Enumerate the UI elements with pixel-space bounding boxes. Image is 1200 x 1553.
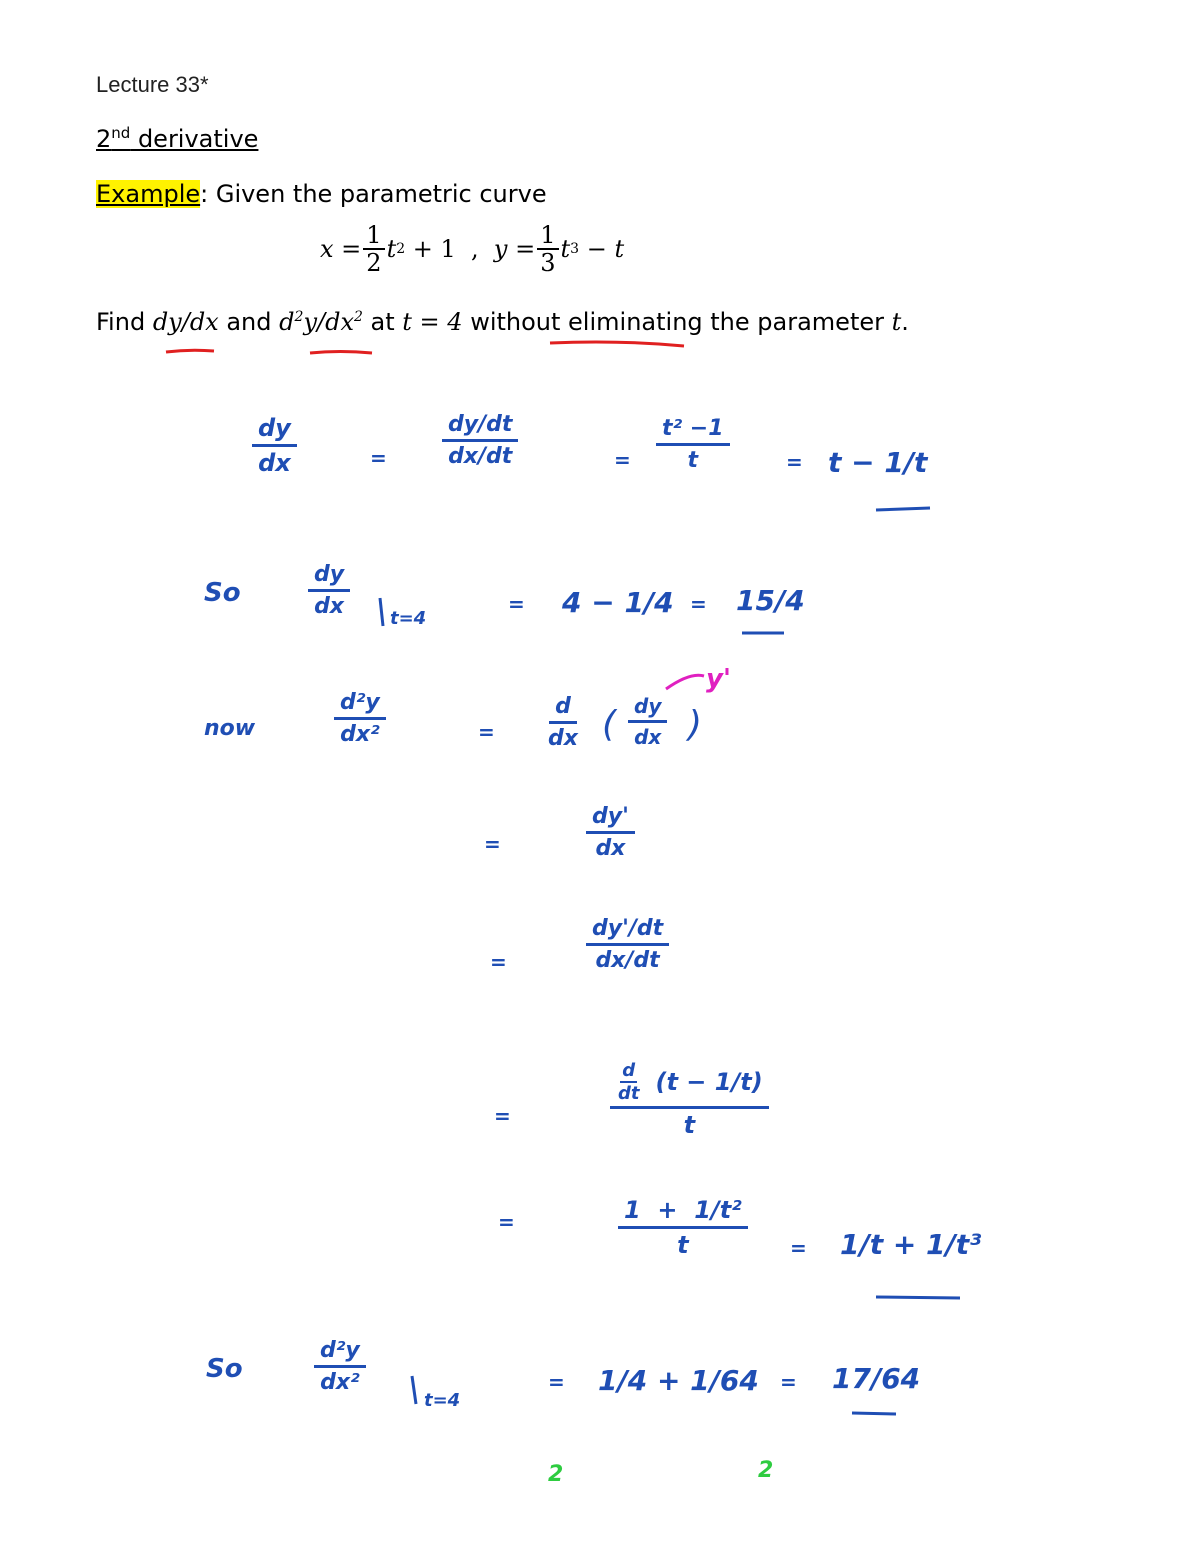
hw-equals-11: =: [790, 1236, 807, 1260]
hw-dyprimedt-over-dxdt: $\frac{dy'/dt}{dx/dt}$: [586, 916, 669, 973]
magenta-arrow: [666, 675, 704, 689]
hw-inv-t-plus-inv-t3: 1/t + 1/t³: [840, 1228, 982, 1261]
underline-result-4: [852, 1413, 896, 1414]
hw-equals-13: =: [780, 1370, 797, 1394]
hw-equals-2: =: [614, 448, 631, 472]
hw-fifteen-fourths: 15/4: [736, 584, 805, 617]
hw-paren-close: ): [688, 704, 703, 745]
hw-now: now: [204, 716, 256, 741]
hw-equals-6: =: [478, 720, 495, 744]
hw-dy-dx-inner: $\frac{dy}{dx}$: [628, 694, 667, 749]
fraction-one-third: $\frac{1}{3}$: [537, 222, 558, 277]
hw-dy-dx: $\frac{dy}{dx}$: [252, 414, 297, 477]
hw-cutoff-green-right: 2: [758, 1458, 774, 1483]
fraction-one-half: $\frac{1}{2}$: [363, 222, 384, 277]
hw-4-minus-quarter: 4 − 1/4: [562, 586, 674, 619]
hw-ddt-expression: d dt (t − 1/t) t: [610, 1054, 769, 1139]
hw-equals-5: =: [690, 592, 707, 616]
underline-result-3: [876, 1297, 960, 1298]
hw-equals-4: =: [508, 592, 525, 616]
hw-equals-10: =: [498, 1210, 515, 1234]
red-underline-dydx: [166, 350, 214, 352]
eval-bar-2: [412, 1376, 416, 1404]
example-label: Example: [96, 180, 201, 208]
red-underline-without: [550, 342, 684, 346]
hw-equals-7: =: [484, 832, 501, 856]
red-underline-d2ydx2: [310, 352, 372, 354]
hw-at-t4-1: t=4: [390, 608, 427, 629]
hw-d-dx: $\frac{d}{dx}$: [548, 694, 578, 751]
hw-dyprime-dx: $\frac{dy'}{dx}$: [586, 804, 635, 861]
example-intro: Example: Given the parametric curve: [96, 180, 547, 208]
eval-bar-1: [380, 598, 383, 626]
hw-equals-3: =: [786, 450, 803, 474]
hw-one-plus-inv-t2-over-t: $\frac{\text{1 + 1/t²}}{t}$: [618, 1196, 748, 1259]
hw-so-2: So: [206, 1354, 243, 1384]
find-instruction: Find dy/dx and $d^2y/dx^2$ at t = 4 without eliminating the parameter t.: [96, 308, 909, 336]
hw-dydt-over-dxdt: $\frac{dy/dt}{dx/dt}$: [442, 412, 518, 469]
hw-t-minus-inv-t: t − 1/t: [828, 446, 928, 479]
hw-equals-1: =: [370, 446, 387, 470]
hw-paren-open: (: [602, 704, 617, 745]
hw-d2y-dx2-eval: $\frac{\text{d²y}}{\text{dx²}}$: [314, 1338, 366, 1395]
hw-equals-8: =: [490, 950, 507, 974]
parametric-equations: x = $\frac{1}{2}$ t 2 + 1 , y = $\frac{1}{3}$ t 3 − t: [320, 221, 625, 278]
hw-t2-minus-1-over-t: $\frac{\text{t² −1}}{t}$: [656, 416, 730, 473]
hw-dy-dx-eval: $\frac{dy}{dx}$: [308, 562, 350, 619]
section-heading: 2nd derivative: [96, 124, 259, 153]
hw-equals-9: =: [494, 1104, 511, 1128]
hw-d2y-dx2: $\frac{\text{d²y}}{\text{dx²}}$: [334, 690, 386, 747]
lecture-label: Lecture 33*: [96, 72, 209, 97]
hw-cutoff-green-left: 2: [548, 1462, 564, 1487]
hw-yprime-note: y': [706, 664, 731, 694]
hw-so-1: So: [204, 578, 241, 608]
hw-at-t4-2: t=4: [424, 1390, 461, 1411]
hw-seventeen-64: 17/64: [832, 1362, 921, 1395]
hw-quarter-plus-1-64: 1/4 + 1/64: [598, 1364, 759, 1397]
underline-result-1: [876, 508, 930, 510]
hw-equals-12: =: [548, 1370, 565, 1394]
